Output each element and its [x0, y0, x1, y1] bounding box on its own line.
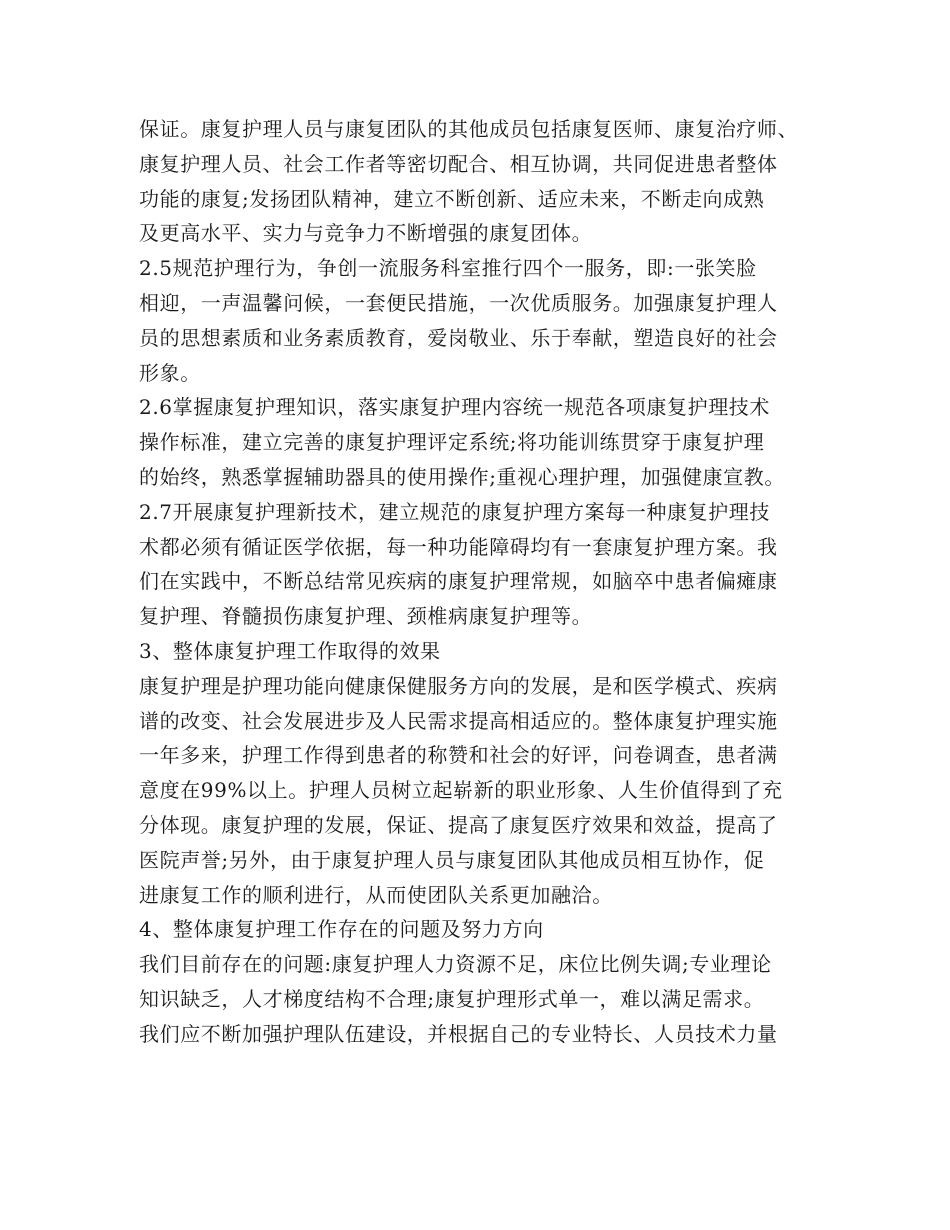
text-line: 谱的改变、社会发展进步及人民需求提高相适应的。整体康复护理实施 — [139, 708, 778, 733]
text-line: 医院声誉;另外，由于康复护理人员与康复团队其他成员相互协作，促 — [139, 847, 765, 872]
text-line: 2.5规范护理行为，争创一流服务科室推行四个一服务，即:一张笑脸 — [139, 256, 757, 281]
text-line: 形象。 — [139, 360, 201, 385]
text-line: 保证。康复护理人员与康复团队的其他成员包括康复医师、康复治疗师、 — [139, 117, 799, 141]
text-line: 康复护理是护理功能向健康保健服务方向的发展，是和医学模式、疾病 — [139, 673, 778, 698]
text-line: 复护理、脊髓损伤康复护理、颈椎病康复护理等。 — [139, 604, 593, 629]
text-line: 康复护理人员、社会工作者等密切配合、相互协调，共同促进患者整体 — [139, 151, 778, 176]
text-line: 员的思想素质和业务素质教育，爱岗敬业、乐于奉献，塑造良好的社会 — [139, 325, 778, 350]
section-heading: 3、整体康复护理工作取得的效果 — [139, 638, 441, 663]
text-line: 我们应不断加强护理队伍建设，并根据自己的专业特长、人员技术力量 — [139, 1021, 778, 1046]
text-line: 功能的康复;发扬团队精神，建立不断创新、适应未来，不断走向成熟 — [139, 186, 765, 211]
document-body — [139, 112, 819, 1052]
text-line: 相迎，一声温馨问候，一套便民措施，一次优质服务。加强康复护理人 — [139, 290, 778, 315]
text-line: 进康复工作的顺利进行，从而使团队关系更加融洽。 — [139, 882, 613, 907]
text-line: 分体现。康复护理的发展，保证、提高了康复医疗效果和效益，提高了 — [139, 812, 778, 837]
text-line: 2.6掌握康复护理知识，落实康复护理内容统一规范各项康复护理技术 — [139, 395, 771, 420]
text-line: 的始终，熟悉掌握辅助器具的使用操作;重视心理护理，加强健康宣教。 — [139, 464, 785, 489]
text-line: 及更高水平、实力与竞争力不断增强的康复团体。 — [139, 221, 593, 246]
text-line: 知识缺乏，人才梯度结构不合理;康复护理形式单一，难以满足需求。 — [139, 986, 765, 1011]
section-heading: 4、整体康复护理工作存在的问题及努力方向 — [139, 917, 544, 942]
text-line: 术都必须有循证医学依据，每一种功能障碍均有一套康复护理方案。我 — [139, 534, 778, 559]
text-line: 意度在99%以上。护理人员树立起崭新的职业形象、人生价值得到了充 — [139, 778, 783, 803]
text-line: 们在实践中，不断总结常见疾病的康复护理常规，如脑卒中患者偏瘫康 — [139, 569, 778, 594]
text-line: 我们目前存在的问题:康复护理人力资源不足，床位比例失调;专业理论 — [139, 952, 772, 977]
text-line: 操作标准，建立完善的康复护理评定系统;将功能训练贯穿于康复护理 — [139, 430, 765, 455]
text-line: 一年多来，护理工作得到患者的称赞和社会的好评，问卷调查，患者满 — [139, 743, 778, 768]
text-line: 2.7开展康复护理新技术，建立规范的康复护理方案每一种康复护理技 — [139, 499, 771, 524]
